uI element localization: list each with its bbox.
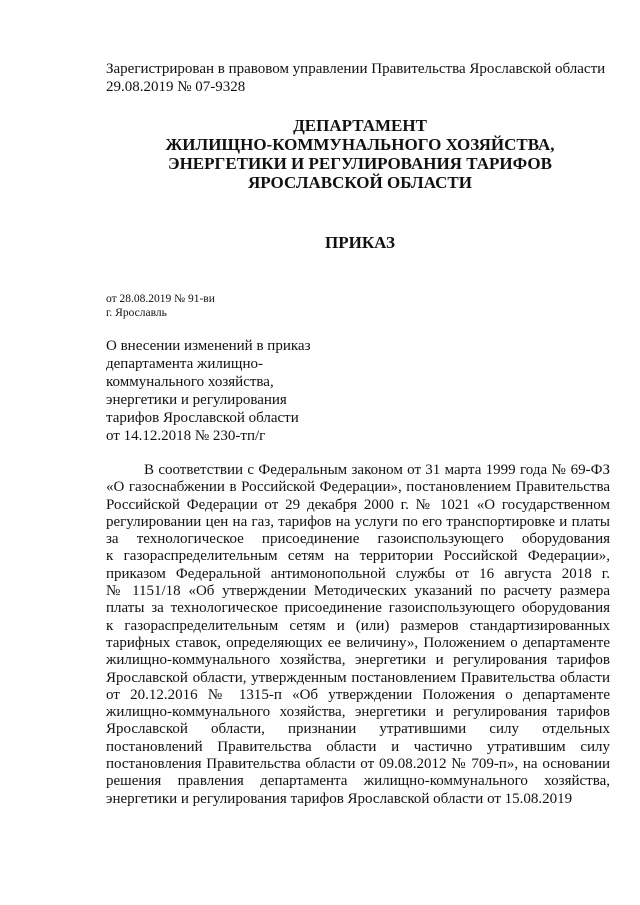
body-line: Ярославской области, утвержденным постановлением Правительства области	[106, 669, 610, 686]
registration-line-1: Зарегистрирован в правовом управлении Правительства Ярославской области	[106, 61, 606, 77]
body-line: энергетики и регулирования тарифов Ярославской области от 15.08.2019	[106, 790, 573, 807]
document-type-title: ПРИКАЗ	[325, 233, 395, 252]
body-line: от 20.12.2016 № 1315-п «Об утверждении Положения о департаменте	[106, 686, 610, 703]
body-line: постановлений Правительства области и частично утратившим силу	[106, 738, 610, 755]
document-meta	[106, 292, 215, 320]
body-text	[106, 462, 610, 808]
body-line: платы за технологическое присоединение газоиспользующего оборудования	[106, 600, 610, 617]
body-line: «О газоснабжении в Российской Федерации», постановлением Правительства	[106, 479, 610, 496]
body-line: за технологическое присоединение газоиспользующего оборудования	[106, 531, 610, 548]
header-line-3: ЭНЕРГЕТИКИ И РЕГУЛИРОВАНИЯ ТАРИФОВ	[168, 154, 552, 173]
body-line: Ярославской области, признании утратившими силу отдельных	[106, 721, 610, 738]
subject-line: департамента жилищно-	[106, 356, 263, 372]
body-line: тарифных ставок, определяющих ее величину», Положением о департаменте	[106, 634, 610, 651]
body-line: Российской Федерации от 29 декабря 2000 г. № 1021 «О государственном	[106, 496, 610, 513]
subject-line: тарифов Ярославской области	[106, 410, 299, 426]
city: г. Ярославль	[106, 307, 167, 319]
header-line-4: ЯРОСЛАВСКОЙ ОБЛАСТИ	[248, 173, 472, 192]
subject-line: от 14.12.2018 № 230-тп/г	[106, 428, 266, 444]
body-line: к газораспределительным сетям на территории Российской Федерации»,	[106, 548, 610, 565]
body-line: жилищно-коммунального хозяйства, энергетики и регулирования тарифов	[106, 704, 610, 721]
order-subject	[106, 337, 311, 445]
body-line: к газораспределительным сетям и (или) размеров стандартизированных	[106, 617, 610, 634]
body-line: постановления Правительства области от 09.08.2012 № 709-п», на основании	[106, 756, 610, 773]
department-header	[0, 116, 640, 192]
registration-line-2: 29.08.2019 № 07-9328	[106, 79, 246, 95]
body-line: решения правления департамента жилищно-коммунального хозяйства,	[106, 773, 610, 790]
subject-line: коммунального хозяйства,	[106, 374, 274, 390]
subject-line: энергетики и регулирования	[106, 392, 287, 408]
body-line: жилищно-коммунального хозяйства, энергетики и регулирования тарифов	[106, 652, 610, 669]
body-line: № 1151/18 «Об утверждении Методических указаний по расчету размера	[106, 583, 610, 600]
body-line: приказом Федеральной антимонопольной службы от 16 августа 2018 г.	[106, 565, 610, 582]
header-line-1: ДЕПАРТАМЕНТ	[293, 116, 427, 135]
header-line-2: ЖИЛИЩНО-КОММУНАЛЬНОГО ХОЗЯЙСТВА,	[165, 135, 555, 154]
body-line: В соответствии с Федеральным законом от 31 марта 1999 года № 69-ФЗ	[144, 462, 610, 478]
date-number: от 28.08.2019 № 91-ви	[106, 293, 215, 305]
body-line: регулировании цен на газ, тарифов на услуги по его транспортировке и платы	[106, 513, 610, 530]
registration-stamp	[106, 60, 626, 96]
subject-line: О внесении изменений в приказ	[106, 338, 311, 354]
